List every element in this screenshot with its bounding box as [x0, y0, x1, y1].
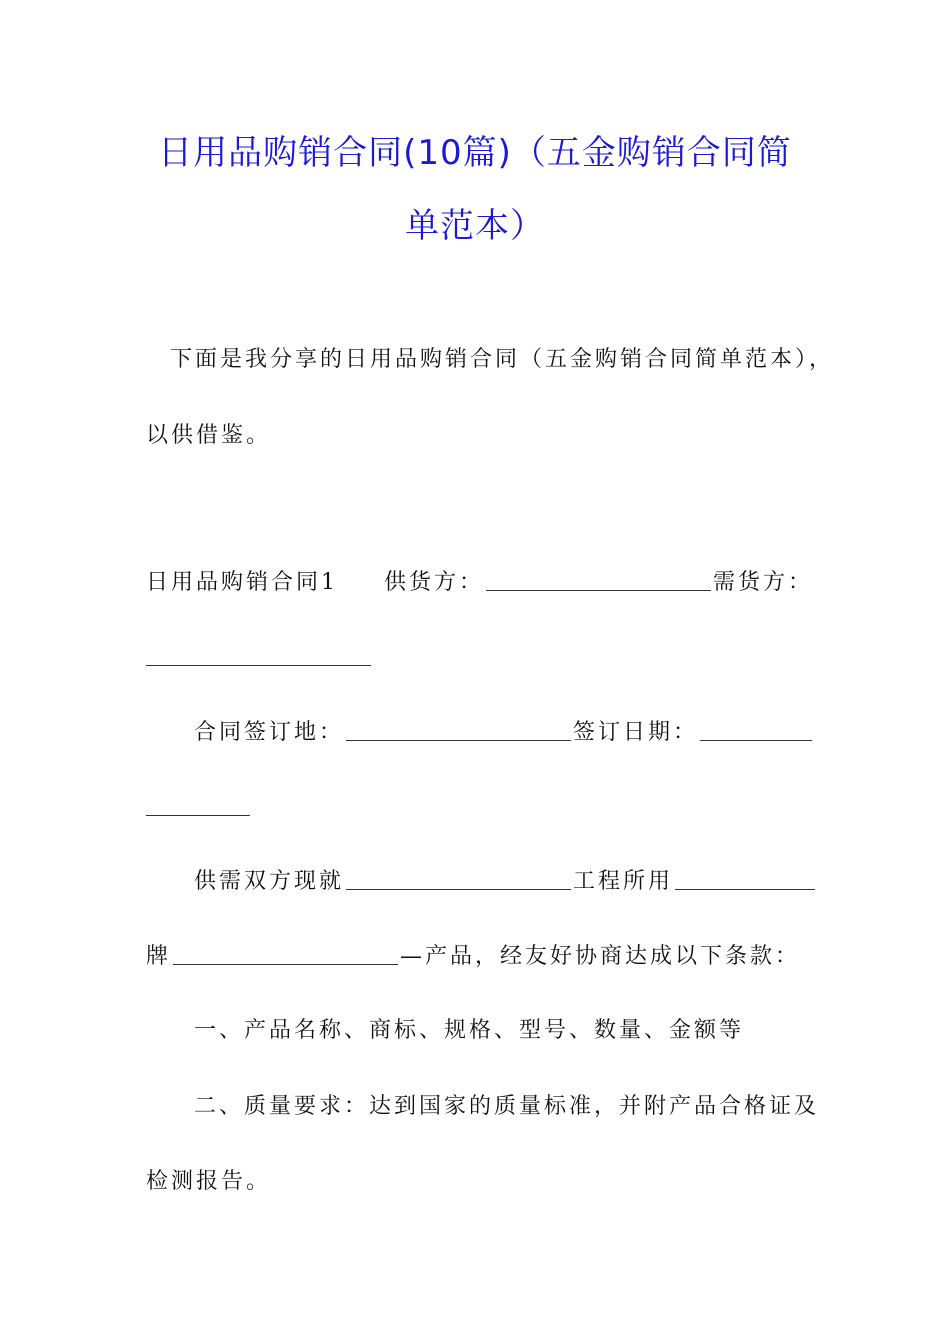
item-2-line-1: 二、质量要求：达到国家的质量标准，并附产品合格证及	[194, 1094, 820, 1119]
date-label: 签订日期：	[573, 720, 699, 745]
project-blank	[346, 869, 571, 890]
supplier-blank	[486, 570, 711, 591]
buyer-label: 需货方：	[713, 570, 814, 595]
contract-header-line	[146, 568, 813, 598]
intro-paragraph-line-1: 下面是我分享的日用品购销合同（五金购销合同简单范本），	[170, 347, 835, 372]
buyer-blank	[146, 645, 371, 666]
usage-blank	[675, 869, 815, 890]
date-blank-part-1	[700, 720, 812, 741]
item-2-line-2: 检测报告。	[146, 1169, 272, 1194]
date-blank-part-2	[146, 795, 250, 816]
item-1: 一、产品名称、商标、规格、型号、数量、金额等	[194, 1018, 745, 1043]
place-blank	[346, 720, 571, 741]
place-date-line	[194, 718, 814, 748]
document-title-line-2: 单范本）	[405, 206, 545, 246]
clause-intro-line-2	[146, 942, 800, 972]
clause-intro-line-1	[194, 867, 817, 897]
intro-paragraph-line-2: 以供借鉴。	[146, 423, 272, 448]
clause-d-text: —产品，经友好协商达成以下条款：	[400, 944, 801, 969]
date-blank-continuation	[146, 793, 252, 823]
clause-b-text: 工程所用	[573, 869, 674, 894]
clause-a-text: 供需双方现就	[194, 869, 345, 894]
contract-heading: 日用品购销合同1	[146, 570, 338, 595]
brand-blank	[173, 944, 398, 965]
supplier-label: 供货方：	[384, 570, 485, 595]
buyer-blank-line	[146, 643, 373, 673]
place-label: 合同签订地：	[194, 720, 345, 745]
document-title-line-1: 日用品购销合同(10篇)（五金购销合同简	[158, 133, 792, 173]
clause-c-text: 牌	[146, 944, 172, 969]
